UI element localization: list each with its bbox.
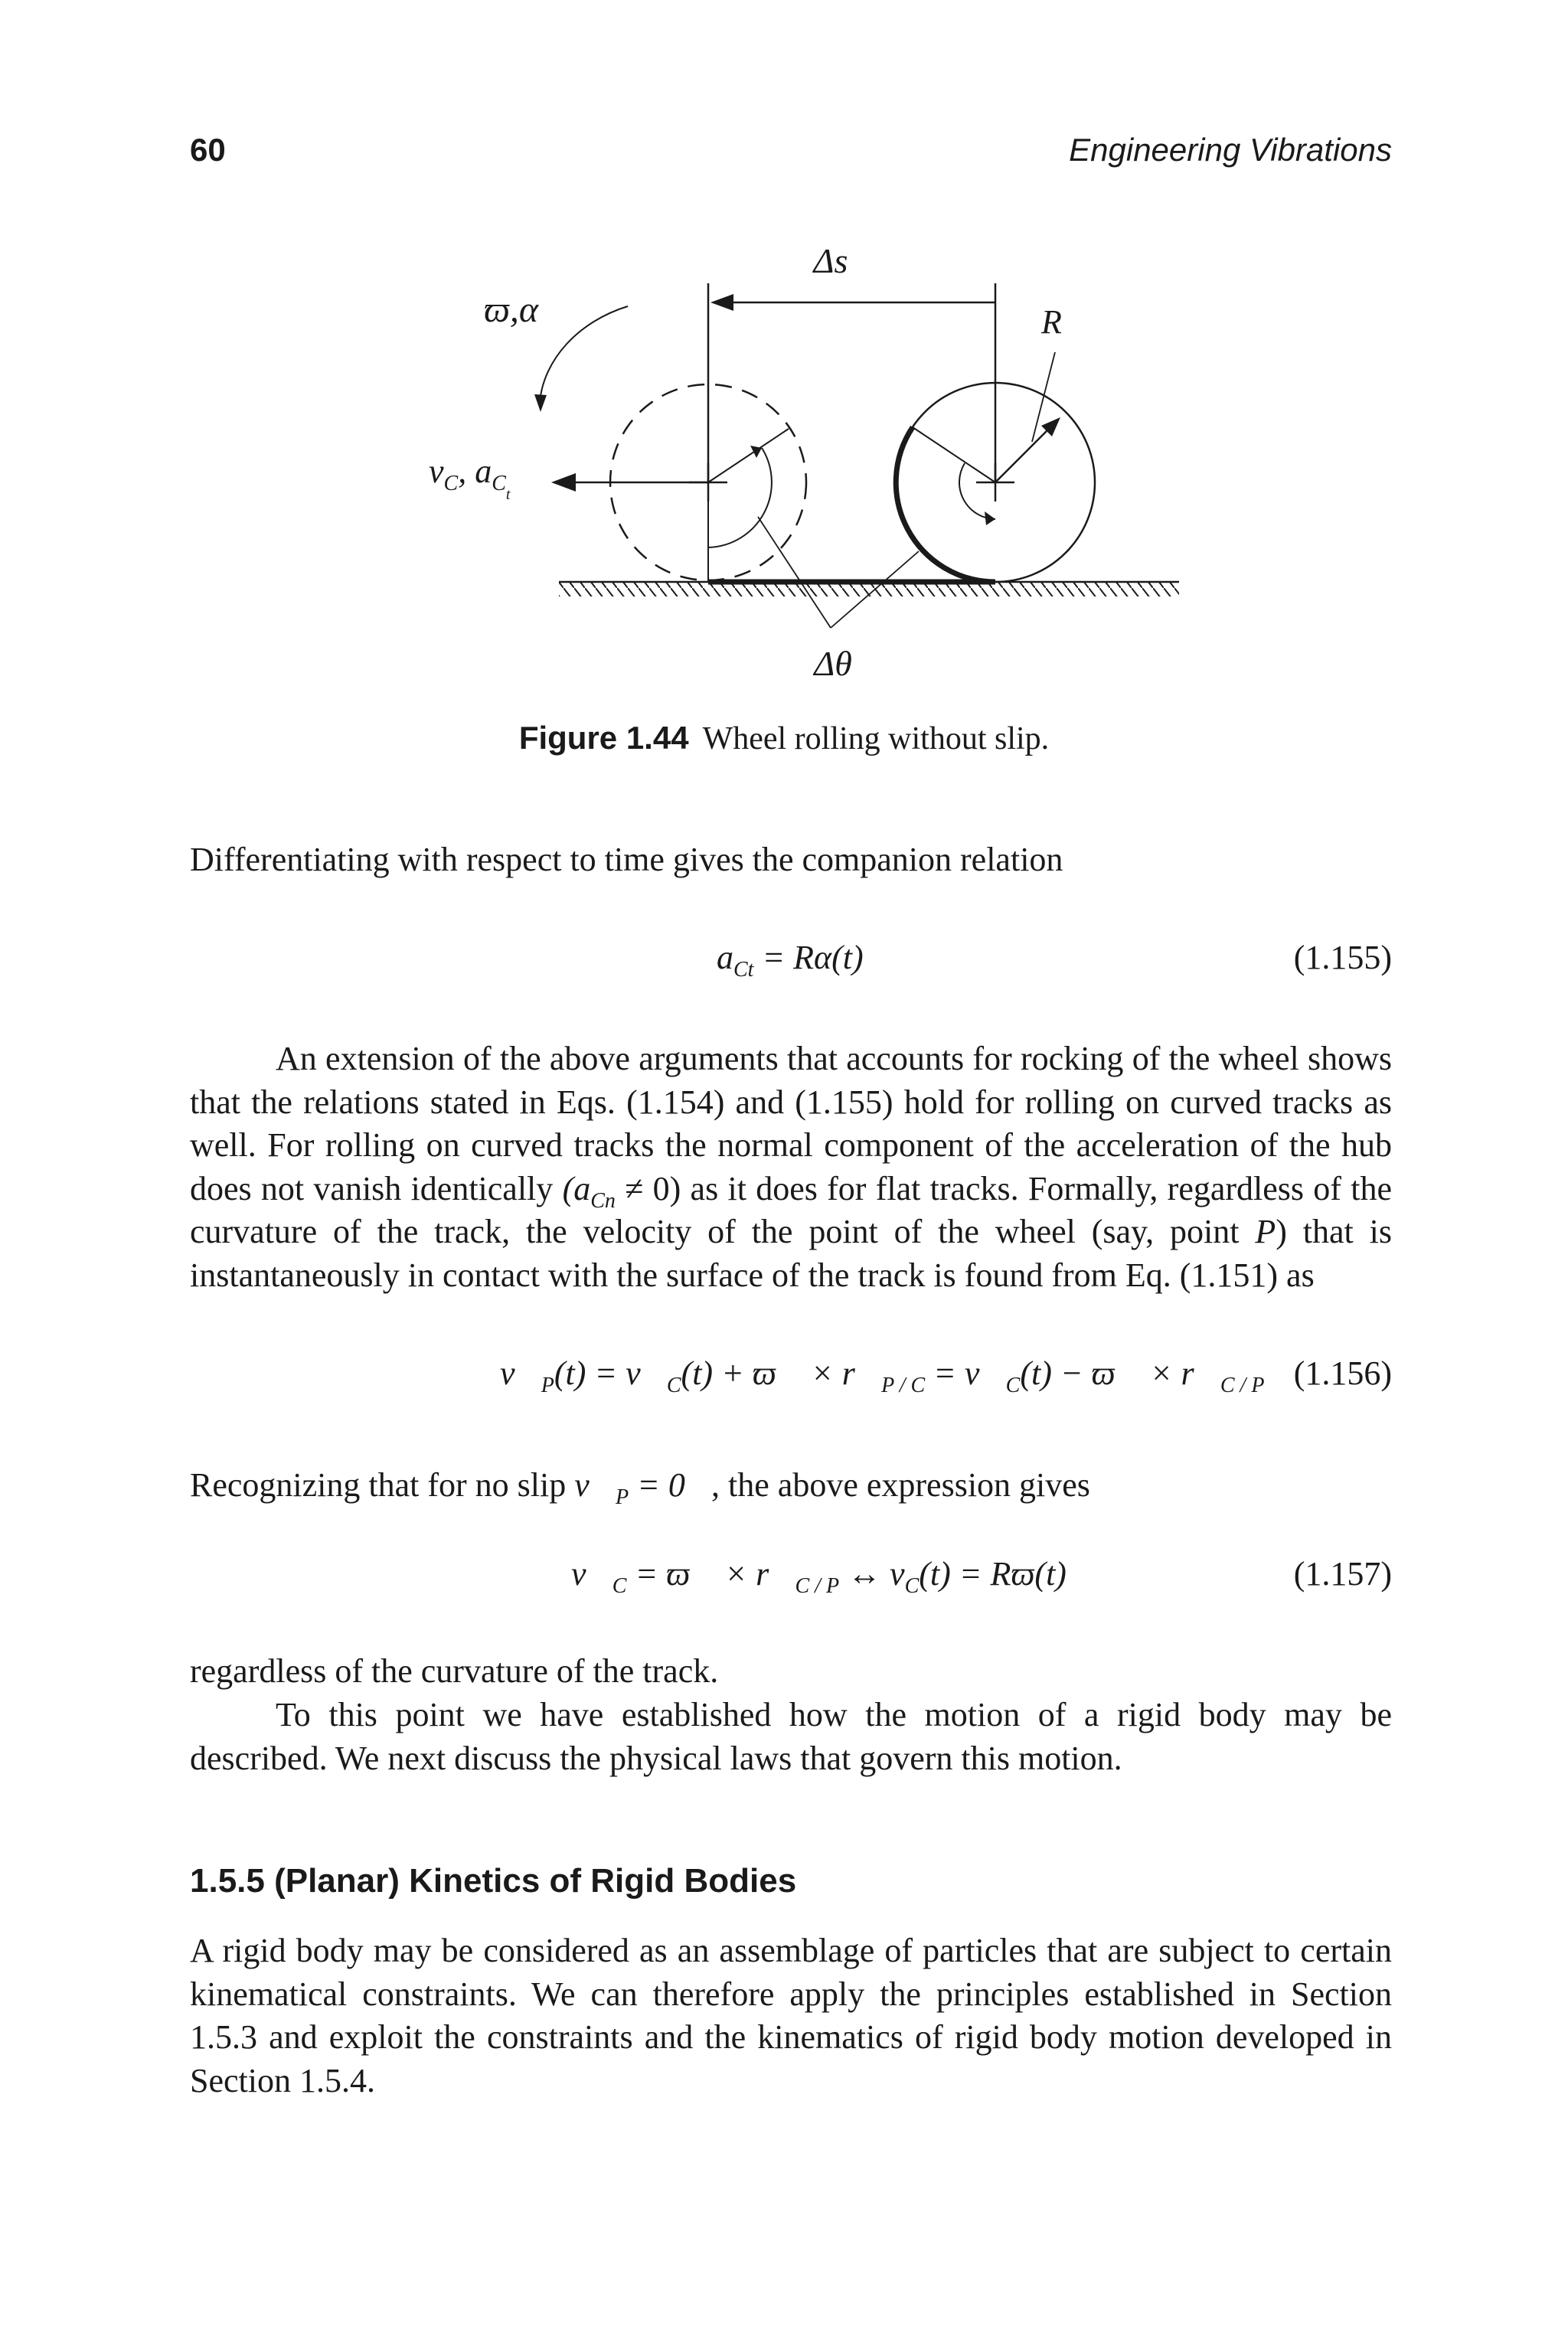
delta-theta-label: Δθ: [814, 644, 852, 683]
figure-caption-text: Wheel rolling without slip.: [702, 721, 1050, 756]
paragraph-curvature: regardless of the curvature of the track.: [190, 1652, 719, 1690]
p3-math-rest: = 0⃗: [629, 1466, 712, 1504]
accel-symbol: a: [475, 452, 492, 490]
ds-arrowhead: [710, 294, 733, 311]
eq156-s1: P: [541, 1374, 554, 1397]
eq155-lhs-sub: Ct: [733, 958, 754, 982]
eq156-s2: C: [666, 1374, 681, 1397]
p3-text-2: , the above expression gives: [711, 1466, 1090, 1504]
delta-s-label: Δs: [813, 241, 848, 280]
eq155-lhs: a: [717, 939, 733, 976]
figure-caption-label: Figure 1.44: [518, 720, 689, 756]
p2-math-rest: ≠ 0): [615, 1169, 681, 1207]
eq156-t3: = v⃗: [925, 1354, 1006, 1392]
initial-angle-arc: [708, 448, 772, 547]
p3-math-sub: P: [616, 1485, 629, 1509]
eq156-t0: v⃗: [500, 1354, 541, 1392]
equation-1-156: [190, 1354, 1392, 1400]
eq155-number: (1.155): [1293, 939, 1392, 976]
p3-math: v⃗: [574, 1466, 616, 1504]
eq157-s2: C / P: [795, 1574, 840, 1598]
current-angle-arrowhead: [985, 511, 995, 525]
accel-subsubscript: t: [505, 486, 511, 503]
running-title: Engineering Vibrations: [1069, 132, 1392, 168]
eq156-t1: (t) = v⃗: [554, 1354, 667, 1392]
wheel-rolling-figure: [413, 230, 1179, 704]
dtheta-leader-left: [758, 517, 831, 628]
paragraph-companion-relation: Differentiating with respect to time gives the companion relation: [190, 841, 1063, 878]
eq156-s3: P / C: [881, 1374, 926, 1397]
accel-subscript: C: [492, 472, 506, 495]
p2-text-1: An extension of the above arguments that accounts for rocking of the wheel shows that the relations stated in Eqs. (1.154) and (1.155) hold for rolling on curved tracks as well. For rolling on curved tracks the normal component of the acceleration of the hub does not vanish identically: [190, 1040, 1392, 1207]
rotation-arrowhead: [534, 394, 547, 412]
radius-arrow: [995, 425, 1053, 482]
velocity-symbol: v: [429, 452, 444, 490]
rotation-arrow: [540, 306, 628, 402]
eq156-number: (1.156): [1293, 1354, 1392, 1392]
eq156-s4: C: [1005, 1374, 1021, 1397]
p2-point-label: P: [1255, 1213, 1276, 1250]
eq155-rhs: = Rα(t): [762, 939, 864, 976]
page-number: 60: [190, 132, 226, 168]
p2-math: (a: [562, 1169, 591, 1207]
p2-text-3: ) that is instantaneously in contact with the surface of the track is found from Eq. (1.151) as: [190, 1213, 1392, 1294]
p2-math-sub: Cn: [590, 1188, 616, 1213]
eq157-t2: ↔ v: [839, 1555, 905, 1593]
eq156-t4: (t) − ϖ⃗ × r⃗: [1020, 1354, 1220, 1392]
paragraph-no-slip: [190, 1464, 1392, 1508]
eq157-t0: v⃗: [571, 1555, 612, 1593]
initial-radius-rotated: [708, 429, 789, 482]
eq157-s1: C: [612, 1574, 627, 1598]
current-radius-line: [913, 427, 995, 482]
radius-label: R: [1041, 303, 1062, 341]
current-angle-arc: [959, 463, 995, 519]
eq157-s3: C: [904, 1574, 920, 1598]
paragraph-curved-tracks: [190, 1037, 1392, 1297]
eq156-s5: C / P: [1220, 1374, 1265, 1397]
omega-alpha-label: ϖ,α: [484, 289, 539, 330]
velocity-subscript: C: [443, 472, 459, 495]
p2-text-2: as it does for flat tracks. Formally, regardless of the curvature of the track, the velocity of the point of the wheel (say, point: [190, 1169, 1392, 1250]
eq157-t1: = ϖ⃗ × r⃗: [626, 1555, 795, 1593]
paragraph-rigid-body: A rigid body may be considered as an assemblage of particles that are subject to certain kinematical constraints. We can therefore apply the principles established in Section 1.5.3 and exploit the constraints and the kinematics of rigid body motion developed in Section 1.5.4.: [190, 1932, 1392, 2099]
equation-1-155: [190, 938, 1392, 984]
paragraph-physical-laws: To this point we have established how the motion of a rigid body may be described. We next discuss the physical laws that govern this motion.: [190, 1696, 1392, 1777]
eq156-t2: (t) + ϖ⃗ × r⃗: [681, 1354, 882, 1392]
velocity-accel-label: $v_C$, $a_{Ct}$: [429, 452, 511, 503]
figure-caption: [0, 720, 1568, 757]
eq157-t3: (t) = Rϖ(t): [919, 1555, 1067, 1593]
eq157-number: (1.157): [1293, 1555, 1392, 1593]
p3-text-1: Recognizing that for no slip: [190, 1466, 575, 1504]
section-heading: 1.5.5 (Planar) Kinetics of Rigid Bodies: [190, 1862, 797, 1900]
equation-1-157: [190, 1554, 1392, 1600]
velocity-arrowhead: [551, 473, 576, 492]
